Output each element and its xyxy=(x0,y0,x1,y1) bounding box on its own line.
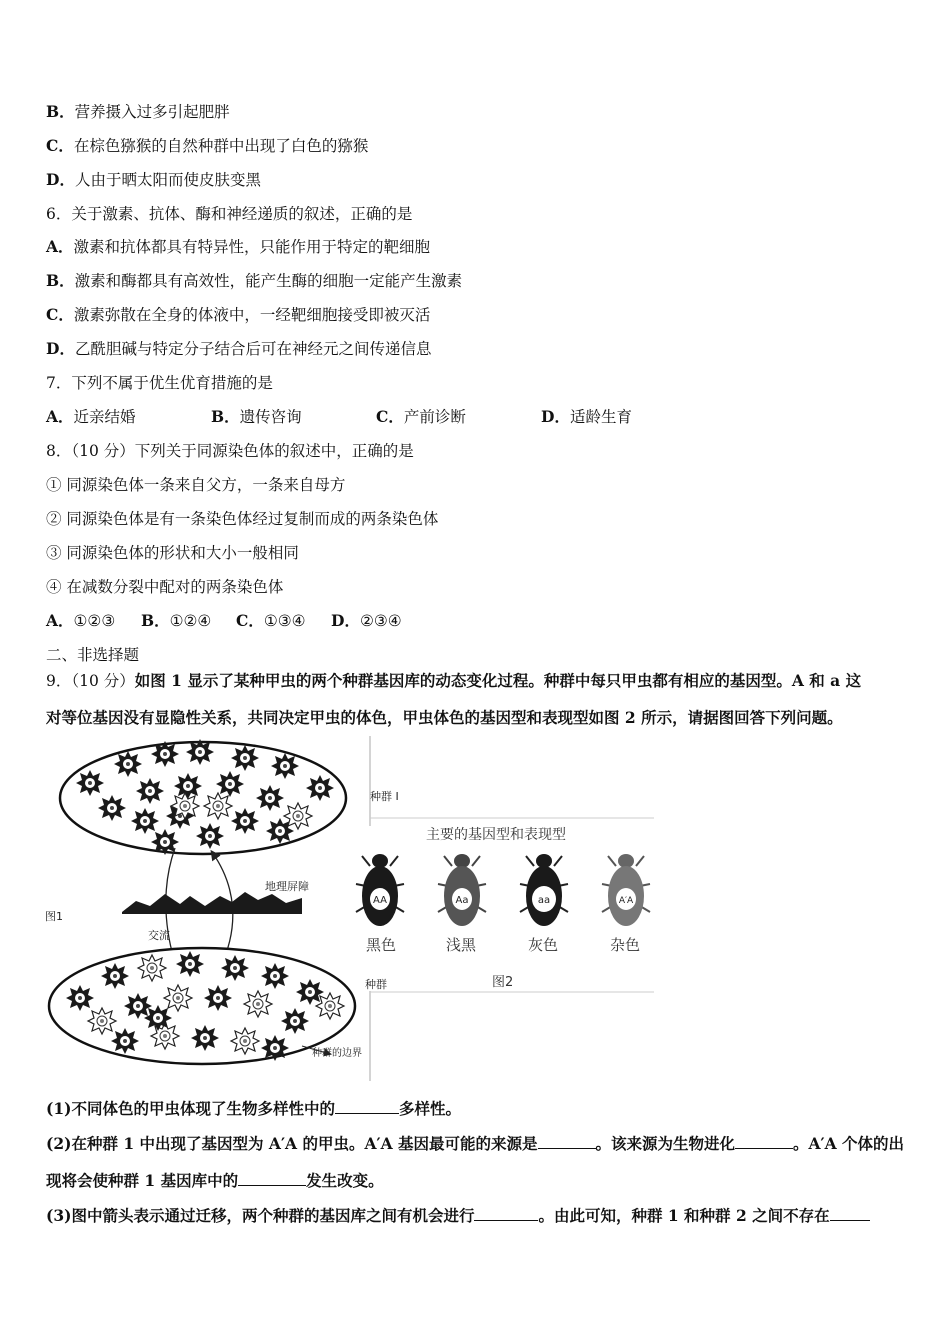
q8-option-c: C．①③④ xyxy=(236,611,306,630)
beetle-a-prime-a-mixed xyxy=(602,854,650,926)
population-2 xyxy=(49,948,355,1064)
answer-blank-1[interactable] xyxy=(335,1099,399,1114)
q7-stem: 7．下列不属于优生优育措施的是 xyxy=(46,374,273,392)
genotype-aa-lower: aa xyxy=(537,895,551,906)
q9-sub3: (3)图中箭头表示通过迁移，两个种群的基因库之间有机会进行 。由此可知，种群 1 和种群 2 之间不存在 xyxy=(46,1206,870,1226)
barrier-label: 地理屏障 xyxy=(265,880,309,893)
answer-blank-4[interactable] xyxy=(238,1171,306,1186)
q7-option-b: B．遗传咨询 xyxy=(211,407,302,426)
answer-blank-2[interactable] xyxy=(538,1134,596,1149)
q9-sub1: (1)不同体色的甲虫体现了生物多样性中的 多样性。 xyxy=(46,1099,461,1118)
fig1-label: 图1 xyxy=(45,910,63,923)
q8-option-d: D．②③④ xyxy=(331,611,402,630)
barrier-mountains xyxy=(122,892,302,914)
fig2-title: 主要的基因型和表现型 xyxy=(426,827,566,843)
phenotype-gray: 灰色 xyxy=(528,936,559,954)
q7-option-d: D．适龄生育 xyxy=(541,407,632,426)
q9-figure xyxy=(40,736,660,1081)
q6-option-c: C．激素弥散在全身的体液中，一经靶细胞接受即被灭活 xyxy=(46,305,431,324)
population-1 xyxy=(60,739,346,855)
pop2-label: 种群 xyxy=(365,978,387,991)
pop1-label: 种群 I xyxy=(370,790,399,803)
beetle-aa-light-black xyxy=(438,854,486,926)
genotype-aa-upper: AA xyxy=(373,895,387,906)
q7-option-a: A．近亲结婚 xyxy=(46,407,136,426)
phenotype-light-black: 浅黑 xyxy=(446,936,477,954)
fig2-caption: 图2 xyxy=(492,975,514,990)
flow-label: 交流 xyxy=(148,929,170,942)
answer-blank-3[interactable] xyxy=(735,1134,793,1149)
genotype-aa-mixed: Aa xyxy=(455,895,469,906)
q9-stem-line1: 9．（10 分）如图 1 显示了某种甲虫的两个种群基因库的动态变化过程。种群中每只甲虫都有相应的基因型。A 和 a 这 xyxy=(46,671,862,690)
q6-option-b: B．激素和酶都具有高效性，能产生酶的细胞一定能产生激素 xyxy=(46,271,463,290)
q7-option-c: C．产前诊断 xyxy=(376,407,466,426)
q8-stem: 8．（10 分）下列关于同源染色体的叙述中，正确的是 xyxy=(46,442,414,460)
phenotype-mixed: 杂色 xyxy=(610,936,641,954)
q6-stem: 6．关于激素、抗体、酶和神经递质的叙述，正确的是 xyxy=(46,205,413,223)
phenotype-black: 黑色 xyxy=(366,936,397,954)
q5-option-b: B．营养摄入过多引起肥胖 xyxy=(46,102,230,121)
q9-sub2-line1: (2)在种群 1 中出现了基因型为 A′A 的甲虫。A′A 基因最可能的来源是 。该来源为生物进化 。A′A 个体的出 xyxy=(46,1134,905,1153)
q9-stem-line2: 对等位基因没有显隐性关系，共同决定甲虫的体色，甲虫体色的基因型和表现型如图 2 所示，请据图回答下列问题。 xyxy=(46,708,843,727)
q8-statement-4: ④ 在减数分裂中配对的两条染色体 xyxy=(46,578,284,596)
genotype-a-prime-a: A′A xyxy=(618,896,634,906)
answer-blank-5[interactable] xyxy=(474,1206,538,1221)
boundary-label: 种群的边界 xyxy=(312,1048,362,1059)
beetle-aa-gray xyxy=(520,854,568,926)
q8-statement-1: ① 同源染色体一条来自父方，一条来自母方 xyxy=(46,476,346,494)
q5-option-d: D．人由于晒太阳而使皮肤变黑 xyxy=(46,170,261,189)
q8-option-b: B．①②④ xyxy=(141,611,212,630)
q8-statement-2: ② 同源染色体是有一条染色体经过复制而成的两条染色体 xyxy=(46,510,439,528)
q6-option-a: A．激素和抗体都具有特异性，只能作用于特定的靶细胞 xyxy=(46,237,431,256)
q8-options xyxy=(46,611,402,631)
section-heading: 二、非选择题 xyxy=(46,646,140,664)
q8-statement-3: ③ 同源染色体的形状和大小一般相同 xyxy=(46,544,299,562)
q7-options xyxy=(46,407,632,427)
q8-option-a: A．①②③ xyxy=(46,611,116,630)
q5-option-c: C．在棕色猕猴的自然种群中出现了白色的猕猴 xyxy=(46,136,369,155)
beetle-aa-black xyxy=(356,854,404,926)
q6-option-d: D．乙酰胆碱与特定分子结合后可在神经元之间传递信息 xyxy=(46,339,432,358)
q9-sub2-line2: 现将会使种群 1 基因库中的 发生改变。 xyxy=(46,1171,384,1190)
answer-blank-6[interactable] xyxy=(830,1206,870,1221)
